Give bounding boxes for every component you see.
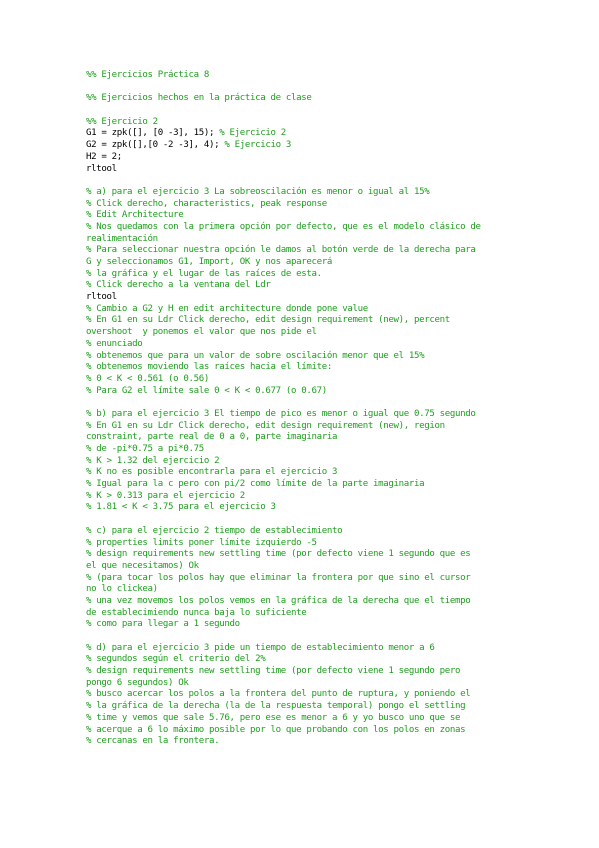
comment-line — [86, 210, 586, 222]
comment-text: % de -pi*0.75 a pi*0.75 — [86, 444, 204, 454]
comment-line — [86, 234, 586, 246]
comment-text: % Click derecho, characteristics, peak response — [86, 198, 327, 209]
comment-text: % En G1 en su Ldr Click derecho, edit design requirement (new), percent — [86, 315, 450, 326]
code-line-with-comment — [86, 128, 586, 140]
comment-text: %% Ejercicios Práctica 8 — [86, 70, 209, 80]
comment-line — [86, 538, 586, 550]
comment-line — [86, 245, 586, 257]
comment-line — [86, 269, 586, 281]
comment-text: % (para tocar los polos hay que eliminar la frontera por que sino el cursor — [86, 572, 471, 583]
comment-text: % design requirements new settling time (por defecto viene 1 segundo pero — [86, 666, 461, 677]
comment-line — [86, 467, 586, 479]
comment-text: % busco acercar los polos a la frontera del punto de ruptura, y poniendo el — [86, 689, 471, 700]
comment-line — [86, 304, 586, 316]
comment-text: % c) para el ejercicio 2 tiempo de establecimiento — [86, 525, 343, 536]
comment-line — [86, 315, 586, 327]
comment-line — [86, 93, 586, 105]
comment-text: % obtenemos que para un valor de sobre oscilación menor que el 15% — [86, 350, 425, 361]
comment-line — [86, 678, 586, 690]
comment-text: % una vez movemos los polos vemos en la gráfica de la derecha que el tiempo — [86, 595, 471, 606]
comment-text: % Edit Architecture — [86, 210, 184, 221]
blank-line — [86, 397, 586, 409]
blank-line — [86, 82, 586, 94]
comment-line — [86, 70, 586, 82]
code-text: rltool — [86, 292, 117, 303]
comment-line — [86, 666, 586, 678]
comment-line — [86, 351, 586, 363]
comment-text: G y seleccionamos G1, Import, OK y nos aparecerá — [86, 257, 332, 267]
comment-text: % K no es posible encontrarla para el ejercicio 3 — [86, 467, 338, 478]
comment-text: % En G1 en su Ldr Click derecho, edit design requirement (new), region — [86, 420, 445, 431]
comment-text: % b) para el ejercicio 3 El tiempo de pico es menor o igual que 0.75 segundo — [86, 408, 476, 419]
blank-line — [86, 105, 586, 117]
inline-comment: % Ejercicio 3 — [224, 140, 291, 151]
code-line-with-comment — [86, 140, 586, 152]
comment-text: el que necesitamos) Ok — [86, 560, 199, 571]
comment-line — [86, 526, 586, 538]
comment-line — [86, 327, 586, 339]
comment-text: % la gráfica de la derecha (la de la respuesta temporal) pongo el settling — [86, 701, 466, 712]
comment-line — [86, 701, 586, 713]
blank-line — [86, 631, 586, 643]
comment-text: % Click derecho a la ventana del Ldr — [86, 280, 271, 291]
comment-text: % Igual para la c pero con pi/2 como límite de la parte imaginaria — [86, 479, 425, 490]
comment-text: % time y vemos que sale 5.76, pero ese es menor a 6 y yo busco uno que se — [86, 712, 461, 723]
comment-line — [86, 257, 586, 269]
code-text: H2 = 2; — [86, 151, 122, 162]
code-line — [86, 152, 586, 164]
code-text: G2 = zpk([],[0 -2 -3], 4); — [86, 140, 225, 151]
comment-line — [86, 643, 586, 655]
comment-text: % d) para el ejercicio 3 pide un tiempo de establecimiento menor a 6 — [86, 642, 435, 653]
comment-line — [86, 421, 586, 433]
comment-text: % enunciado — [86, 338, 143, 349]
comment-text: %% Ejercicio 2 — [86, 116, 158, 127]
comment-line — [86, 444, 586, 456]
comment-text: % acerque a 6 lo máximo posible por lo que probando con los polos en zonas — [86, 724, 466, 735]
comment-text: % Para seleccionar nuestra opción le damos al botón verde de la derecha para — [86, 245, 476, 256]
blank-line — [86, 175, 586, 187]
comment-text: % segundos según el criterio del 2% — [86, 654, 266, 665]
comment-line — [86, 199, 586, 211]
comment-line — [86, 561, 586, 573]
comment-text: % la gráfica y el lugar de las raíces de esta. — [86, 268, 322, 279]
comment-line — [86, 362, 586, 374]
comment-line — [86, 117, 586, 129]
code-line — [86, 164, 586, 176]
comment-text: overshoot y ponemos el valor que nos pide el — [86, 327, 317, 338]
comment-line — [86, 432, 586, 444]
matlab-script-listing — [86, 70, 586, 748]
comment-text: % K > 0.313 para el ejercicio 2 — [86, 490, 245, 501]
comment-line — [86, 222, 586, 234]
comment-text: % 1.81 < K < 3.75 para el ejercicio 3 — [86, 502, 276, 513]
comment-line — [86, 339, 586, 351]
inline-comment: % Ejercicio 2 — [219, 128, 286, 139]
comment-text: % design requirements new settling time (por defecto viene 1 segundo que es — [86, 549, 471, 560]
comment-text: no lo clickea) — [86, 584, 158, 595]
comment-text: % a) para el ejercicio 3 La sobreoscilación es menor o igual al 15% — [86, 186, 430, 197]
code-text: G1 = zpk([], [0 -3], 15); — [86, 128, 220, 139]
comment-line — [86, 654, 586, 666]
comment-text: de establecimiendo nunca baja lo suficiente — [86, 607, 307, 618]
comment-text: constraint, parte real de 0 a 0, parte imaginaria — [86, 432, 338, 443]
comment-line — [86, 725, 586, 737]
comment-text: realimentación — [86, 233, 158, 244]
comment-line — [86, 713, 586, 725]
comment-text: % obtenemos moviendo las raíces hacia el límite: — [86, 362, 332, 373]
blank-line — [86, 514, 586, 526]
comment-line — [86, 502, 586, 514]
comment-line — [86, 549, 586, 561]
comment-line — [86, 491, 586, 503]
comment-line — [86, 456, 586, 468]
comment-text: % 0 < K < 0.561 (o 0.56) — [86, 373, 209, 384]
comment-line — [86, 409, 586, 421]
comment-text: %% Ejercicios hechos en la práctica de clase — [86, 93, 312, 104]
comment-text: % properties limits poner límite izquierdo -5 — [86, 537, 317, 548]
comment-line — [86, 374, 586, 386]
comment-line — [86, 584, 586, 596]
comment-line — [86, 608, 586, 620]
comment-text: % cercanas en la frontera. — [86, 736, 220, 747]
comment-line — [86, 573, 586, 585]
comment-line — [86, 187, 586, 199]
comment-line — [86, 736, 586, 748]
comment-text: % Nos quedamos con la primera opción por defecto, que es el modelo clásico de — [86, 221, 481, 232]
comment-text: % Cambio a G2 y H en edit architecture donde pone value — [86, 303, 368, 314]
comment-text: pongo 6 segundos) Ok — [86, 677, 189, 688]
code-text: rltool — [86, 163, 117, 174]
comment-line — [86, 596, 586, 608]
comment-text: % K > 1.32 del ejercicio 2 — [86, 455, 220, 466]
comment-text: % como para llegar a 1 segundo — [86, 619, 240, 630]
comment-line — [86, 689, 586, 701]
code-line — [86, 292, 586, 304]
comment-line — [86, 479, 586, 491]
comment-text: % Para G2 el límite sale 0 < K < 0.677 (o 0.67) — [86, 385, 327, 396]
comment-line — [86, 619, 586, 631]
comment-line — [86, 386, 586, 398]
comment-line — [86, 280, 586, 292]
